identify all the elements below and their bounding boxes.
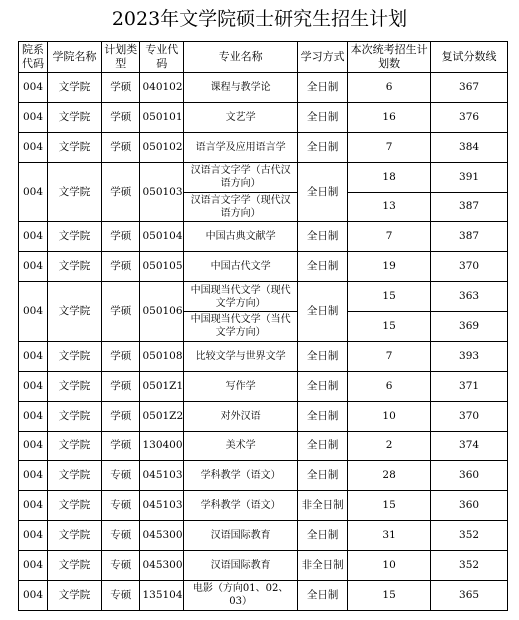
score-line-cell: 352 [431,551,508,581]
quota-cell: 2 [348,431,431,461]
quota-cell: 18 [348,162,431,192]
header-major-name: 专业名称 [184,42,298,73]
plan-type-cell: 学硕 [102,222,140,252]
plan-type-cell: 学硕 [102,102,140,132]
major-name-cell: 汉语国际教育 [184,551,298,581]
score-line-cell: 360 [431,491,508,521]
major-name-cell: 学科教学（语文） [184,491,298,521]
plan-type-cell: 学硕 [102,73,140,103]
study-mode-cell: 全日制 [298,252,348,282]
major-code-cell: 040102 [140,73,184,103]
dept-name-cell: 文学院 [48,401,102,431]
table-row [19,341,508,371]
dept-name-cell: 文学院 [48,102,102,132]
major-code-cell: 045300 [140,521,184,551]
major-name-cell: 写作学 [184,371,298,401]
quota-cell: 15 [348,580,431,610]
dept-code-cell: 004 [19,282,48,342]
admission-plan-table [18,41,508,611]
table-row [19,431,508,461]
major-name-cell: 比较文学与世界文学 [184,341,298,371]
score-line-cell: 371 [431,371,508,401]
dept-code-cell: 004 [19,73,48,103]
major-name-cell: 中国古代文学 [184,252,298,282]
study-mode-cell: 全日制 [298,431,348,461]
dept-name-cell: 文学院 [48,551,102,581]
dept-code-cell: 004 [19,222,48,252]
quota-cell: 10 [348,401,431,431]
dept-name-cell: 文学院 [48,431,102,461]
major-name-cell: 中国古典文献学 [184,222,298,252]
quota-cell: 10 [348,551,431,581]
study-mode-cell: 非全日制 [298,491,348,521]
major-name-cell: 中国现当代文学（现代文学方向） [184,282,298,312]
header-score-line: 复试分数线 [431,42,508,73]
dept-code-cell: 004 [19,551,48,581]
study-mode-cell: 全日制 [298,521,348,551]
quota-cell: 19 [348,252,431,282]
dept-code-cell: 004 [19,252,48,282]
major-code-cell: 050106 [140,282,184,342]
study-mode-cell: 非全日制 [298,551,348,581]
study-mode-cell: 全日制 [298,162,348,222]
quota-cell: 31 [348,521,431,551]
quota-cell: 16 [348,102,431,132]
score-line-cell: 363 [431,282,508,312]
score-line-cell: 376 [431,102,508,132]
plan-type-cell: 学硕 [102,252,140,282]
major-code-cell: 045103 [140,461,184,491]
score-line-cell: 369 [431,312,508,342]
dept-name-cell: 文学院 [48,521,102,551]
dept-code-cell: 004 [19,491,48,521]
major-code-cell: 0501Z2 [140,401,184,431]
score-line-cell: 360 [431,461,508,491]
dept-code-cell: 004 [19,431,48,461]
study-mode-cell: 全日制 [298,461,348,491]
table-row [19,282,508,312]
major-code-cell: 050104 [140,222,184,252]
major-name-cell: 学科教学（语文） [184,461,298,491]
dept-name-cell: 文学院 [48,461,102,491]
plan-type-cell: 学硕 [102,341,140,371]
study-mode-cell: 全日制 [298,222,348,252]
score-line-cell: 393 [431,341,508,371]
study-mode-cell: 全日制 [298,102,348,132]
dept-name-cell: 文学院 [48,222,102,252]
table-row [19,491,508,521]
dept-name-cell: 文学院 [48,341,102,371]
quota-cell: 15 [348,312,431,342]
dept-name-cell: 文学院 [48,252,102,282]
major-code-cell: 050102 [140,132,184,162]
score-line-cell: 365 [431,580,508,610]
major-code-cell: 045300 [140,551,184,581]
plan-type-cell: 学硕 [102,282,140,342]
plan-type-cell: 学硕 [102,431,140,461]
plan-type-cell: 专硕 [102,461,140,491]
quota-cell: 28 [348,461,431,491]
major-name-cell: 对外汉语 [184,401,298,431]
major-code-cell: 0501Z1 [140,371,184,401]
dept-name-cell: 文学院 [48,491,102,521]
table-row [19,132,508,162]
dept-name-cell: 文学院 [48,162,102,222]
score-line-cell: 370 [431,401,508,431]
major-name-cell: 课程与教学论 [184,73,298,103]
table-row [19,401,508,431]
plan-type-cell: 专硕 [102,580,140,610]
dept-code-cell: 004 [19,102,48,132]
table-row [19,371,508,401]
major-code-cell: 130400 [140,431,184,461]
dept-name-cell: 文学院 [48,132,102,162]
plan-type-cell: 专硕 [102,521,140,551]
header-dept-code: 院系代码 [19,42,48,73]
study-mode-cell: 全日制 [298,341,348,371]
score-line-cell: 352 [431,521,508,551]
quota-cell: 7 [348,132,431,162]
major-name-cell: 电影（方向01、02、03） [184,580,298,610]
quota-cell: 13 [348,192,431,222]
dept-code-cell: 004 [19,521,48,551]
header-quota: 本次统考招生计划数 [348,42,431,73]
score-line-cell: 370 [431,252,508,282]
study-mode-cell: 全日制 [298,401,348,431]
major-name-cell: 汉语国际教育 [184,521,298,551]
major-name-cell: 语言学及应用语言学 [184,132,298,162]
plan-type-cell: 学硕 [102,401,140,431]
score-line-cell: 367 [431,73,508,103]
page-title: 2023年文学院硕士研究生招生计划 [111,8,408,30]
header-dept-name: 学院名称 [48,42,102,73]
major-code-cell: 045103 [140,491,184,521]
major-code-cell: 050108 [140,341,184,371]
major-name-cell: 汉语言文字学（古代汉语方向） [184,162,298,192]
major-code-cell: 050103 [140,162,184,222]
study-mode-cell: 全日制 [298,73,348,103]
dept-code-cell: 004 [19,341,48,371]
dept-code-cell: 004 [19,461,48,491]
table-row [19,461,508,491]
table-row [19,73,508,103]
dept-name-cell: 文学院 [48,282,102,342]
score-line-cell: 384 [431,132,508,162]
header-plan-type: 计划类型 [102,42,140,73]
score-line-cell: 374 [431,431,508,461]
major-name-cell: 文艺学 [184,102,298,132]
dept-code-cell: 004 [19,162,48,222]
table-header-row [19,42,508,73]
dept-name-cell: 文学院 [48,371,102,401]
table-row [19,551,508,581]
study-mode-cell: 全日制 [298,132,348,162]
quota-cell: 6 [348,73,431,103]
dept-code-cell: 004 [19,401,48,431]
quota-cell: 15 [348,491,431,521]
header-study-mode: 学习方式 [298,42,348,73]
table-row [19,102,508,132]
study-mode-cell: 全日制 [298,580,348,610]
major-name-cell: 美术学 [184,431,298,461]
plan-type-cell: 学硕 [102,162,140,222]
table-row [19,580,508,610]
plan-type-cell: 专硕 [102,491,140,521]
dept-code-cell: 004 [19,371,48,401]
table-row [19,162,508,192]
dept-name-cell: 文学院 [48,580,102,610]
score-line-cell: 391 [431,162,508,192]
quota-cell: 7 [348,341,431,371]
table-row [19,521,508,551]
score-line-cell: 387 [431,192,508,222]
quota-cell: 15 [348,282,431,312]
header-major-code: 专业代码 [140,42,184,73]
major-code-cell: 050105 [140,252,184,282]
quota-cell: 6 [348,371,431,401]
study-mode-cell: 全日制 [298,371,348,401]
table-row [19,222,508,252]
dept-name-cell: 文学院 [48,73,102,103]
major-code-cell: 050101 [140,102,184,132]
dept-code-cell: 004 [19,580,48,610]
table-row [19,252,508,282]
plan-type-cell: 学硕 [102,132,140,162]
major-code-cell: 135104 [140,580,184,610]
quota-cell: 7 [348,222,431,252]
major-name-cell: 汉语言文字学（现代汉语方向） [184,192,298,222]
plan-type-cell: 专硕 [102,551,140,581]
dept-code-cell: 004 [19,132,48,162]
study-mode-cell: 全日制 [298,282,348,342]
major-name-cell: 中国现当代文学（当代文学方向） [184,312,298,342]
plan-type-cell: 学硕 [102,371,140,401]
score-line-cell: 387 [431,222,508,252]
